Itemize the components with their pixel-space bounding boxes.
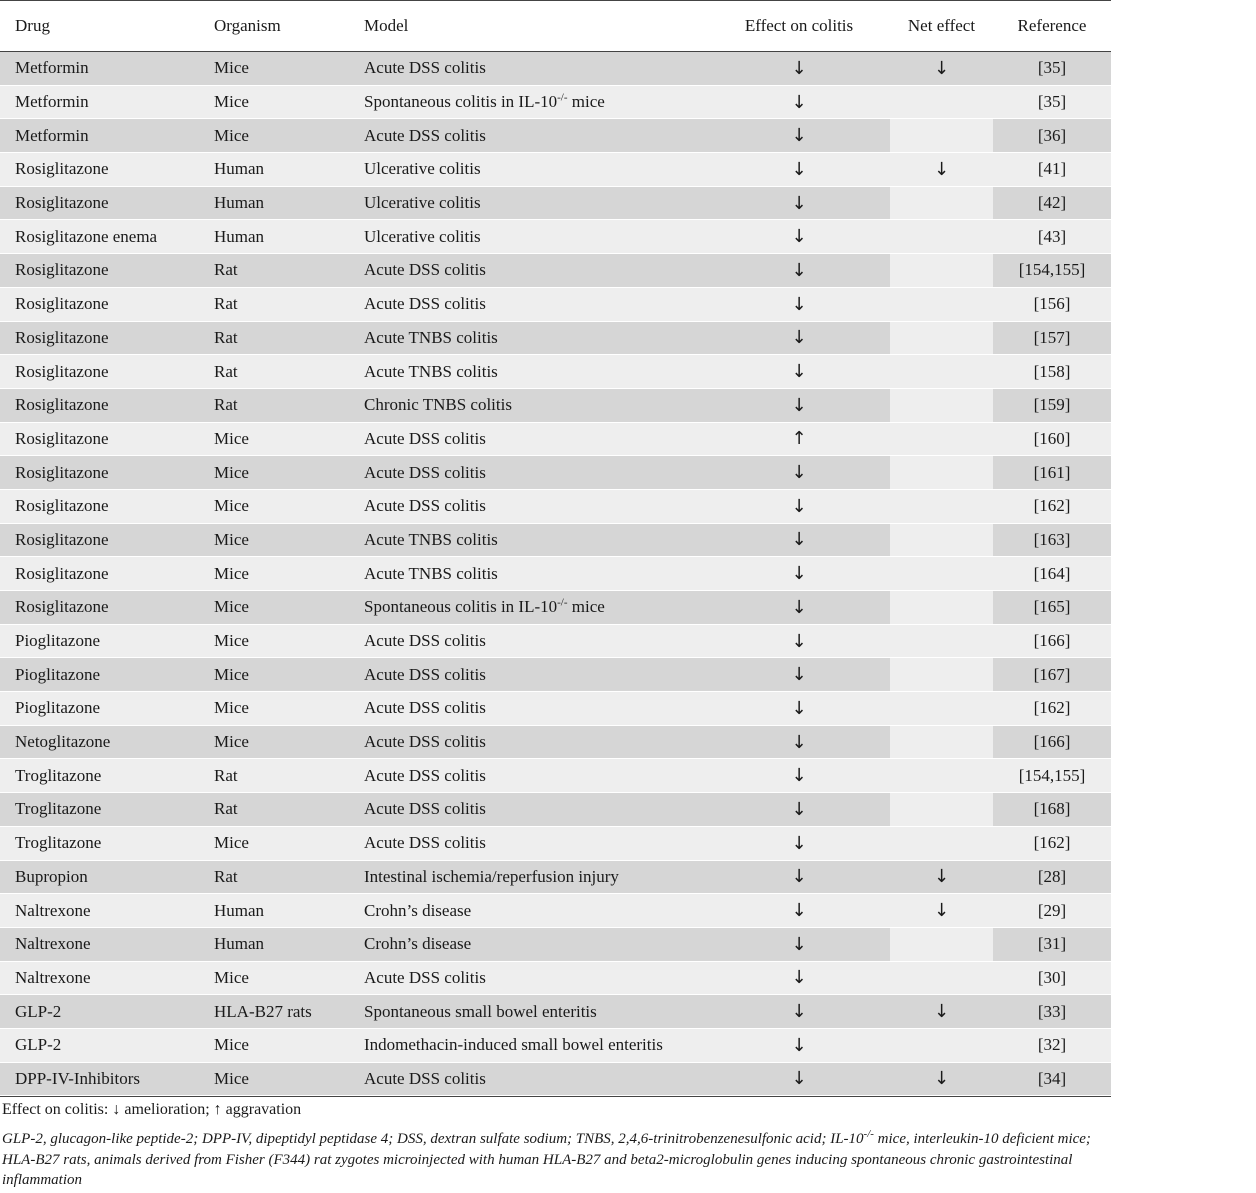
model-text: Acute DSS colitis — [364, 125, 486, 145]
cell-organism: Mice — [199, 52, 349, 86]
cell-organism: Rat — [199, 355, 349, 389]
table-row — [0, 186, 1111, 220]
model-text: Spontaneous colitis in IL-10 — [364, 597, 558, 617]
cell-drug: GLP-2 — [0, 995, 199, 1029]
table-row — [0, 254, 1111, 288]
table-row — [0, 153, 1111, 187]
cell-drug: Metformin — [0, 119, 199, 153]
cell-net-effect: ↓ — [890, 153, 993, 187]
cell-reference: [35] — [993, 52, 1111, 86]
cell-effect: ↓ — [708, 220, 890, 254]
model-text: Acute TNBS colitis — [364, 361, 498, 381]
cell-organism: Mice — [199, 725, 349, 759]
table-row — [0, 624, 1111, 658]
table-row — [0, 85, 1111, 119]
cell-model — [349, 1062, 708, 1096]
cell-model — [349, 624, 708, 658]
model-text: Acute DSS colitis — [364, 58, 486, 78]
cell-organism: Human — [199, 927, 349, 961]
footnote-superscript: -/- — [863, 1128, 874, 1141]
table-row — [0, 557, 1111, 591]
cell-drug: Naltrexone — [0, 961, 199, 995]
cell-net-effect: ↓ — [890, 1062, 993, 1096]
model-text: Acute DSS colitis — [364, 765, 486, 785]
cell-drug: Rosiglitazone — [0, 489, 199, 523]
cell-model — [349, 759, 708, 793]
cell-model — [349, 321, 708, 355]
cell-reference: [162] — [993, 692, 1111, 726]
cell-model — [349, 927, 708, 961]
cell-model — [349, 85, 708, 119]
table-row — [0, 725, 1111, 759]
cell-organism: Human — [199, 220, 349, 254]
cell-effect: ↓ — [708, 894, 890, 928]
cell-net-effect — [890, 591, 993, 625]
cell-drug: Rosiglitazone — [0, 523, 199, 557]
cell-reference: [34] — [993, 1062, 1111, 1096]
cell-reference: [154,155] — [993, 759, 1111, 793]
cell-model — [349, 826, 708, 860]
cell-reference: [29] — [993, 894, 1111, 928]
cell-drug: Pioglitazone — [0, 624, 199, 658]
model-text: Acute DSS colitis — [364, 631, 486, 651]
cell-drug: DPP-IV-Inhibitors — [0, 1062, 199, 1096]
cell-drug: Rosiglitazone — [0, 153, 199, 187]
cell-net-effect — [890, 759, 993, 793]
cell-model — [349, 725, 708, 759]
cell-model — [349, 52, 708, 86]
cell-effect: ↓ — [708, 254, 890, 288]
model-text: Acute TNBS colitis — [364, 327, 498, 347]
cell-organism: Mice — [199, 489, 349, 523]
cell-drug: Pioglitazone — [0, 658, 199, 692]
cell-effect: ↓ — [708, 692, 890, 726]
table-row — [0, 692, 1111, 726]
cell-reference: [168] — [993, 793, 1111, 827]
cell-reference: [158] — [993, 355, 1111, 389]
cell-organism: Mice — [199, 456, 349, 490]
cell-model — [349, 456, 708, 490]
cell-drug: Rosiglitazone — [0, 287, 199, 321]
model-text: Acute DSS colitis — [364, 1068, 486, 1088]
cell-drug: Troglitazone — [0, 793, 199, 827]
cell-drug: Rosiglitazone — [0, 186, 199, 220]
cell-effect: ↓ — [708, 456, 890, 490]
cell-effect: ↓ — [708, 995, 890, 1029]
cell-effect: ↓ — [708, 624, 890, 658]
cell-effect: ↓ — [708, 591, 890, 625]
cell-reference: [35] — [993, 85, 1111, 119]
cell-reference: [157] — [993, 321, 1111, 355]
cell-reference: [167] — [993, 658, 1111, 692]
table-header-row — [0, 1, 1111, 52]
cell-net-effect — [890, 927, 993, 961]
table-row — [0, 119, 1111, 153]
cell-organism: Rat — [199, 759, 349, 793]
cell-model — [349, 287, 708, 321]
footnote-text-2: mice, interleukin-10 deficient mice; HLA-B27 rats, animals derived from Fisher (F344) rat zygotes microinjected with human HLA-B27 and beta2-microglobulin genes inducing spontaneous chronic gastrointestinal inflammation — [2, 1131, 1091, 1189]
cell-reference: [33] — [993, 995, 1111, 1029]
cell-drug: Rosiglitazone — [0, 456, 199, 490]
footnote-text-1: GLP-2, glucagon-like peptide-2; DPP-IV, dipeptidyl peptidase 4; DSS, dextran sulfate sodium; TNBS, 2,4,6-trinitrobenzenesulfonic acid; IL-10 — [2, 1131, 864, 1148]
cell-reference: [36] — [993, 119, 1111, 153]
cell-organism: Human — [199, 153, 349, 187]
header-organism: Organism — [214, 16, 281, 35]
cell-organism: Rat — [199, 860, 349, 894]
cell-model — [349, 388, 708, 422]
cell-organism: Human — [199, 894, 349, 928]
cell-model — [349, 793, 708, 827]
header-reference: Reference — [1017, 16, 1087, 35]
cell-organism: Human — [199, 186, 349, 220]
cell-effect: ↓ — [708, 85, 890, 119]
cell-model — [349, 422, 708, 456]
model-text: Acute TNBS colitis — [364, 529, 498, 549]
table-row — [0, 489, 1111, 523]
cell-drug: GLP-2 — [0, 1028, 199, 1062]
cell-reference: [156] — [993, 287, 1111, 321]
cell-model — [349, 658, 708, 692]
table-row — [0, 1062, 1111, 1096]
effect-legend: Effect on colitis: ↓ amelioration; ↑ aggravation — [2, 1101, 302, 1119]
table-row — [0, 388, 1111, 422]
cell-organism: Mice — [199, 624, 349, 658]
cell-organism: Rat — [199, 388, 349, 422]
cell-net-effect: ↓ — [890, 995, 993, 1029]
cell-net-effect — [890, 422, 993, 456]
table-row — [0, 355, 1111, 389]
cell-reference: [160] — [993, 422, 1111, 456]
model-text: Ulcerative colitis — [364, 193, 481, 213]
cell-effect: ↓ — [708, 119, 890, 153]
cell-net-effect — [890, 186, 993, 220]
cell-model — [349, 355, 708, 389]
model-text: Acute DSS colitis — [364, 428, 486, 448]
cell-drug: Rosiglitazone — [0, 355, 199, 389]
table-row — [0, 927, 1111, 961]
cell-reference: [43] — [993, 220, 1111, 254]
cell-drug: Netoglitazone — [0, 725, 199, 759]
table-row — [0, 658, 1111, 692]
cell-net-effect — [890, 523, 993, 557]
cell-effect: ↓ — [708, 489, 890, 523]
cell-reference: [32] — [993, 1028, 1111, 1062]
cell-drug: Rosiglitazone enema — [0, 220, 199, 254]
cell-organism: Mice — [199, 692, 349, 726]
model-text: Acute DSS colitis — [364, 294, 486, 314]
cell-drug: Troglitazone — [0, 759, 199, 793]
table-row — [0, 995, 1111, 1029]
model-text: Crohn’s disease — [364, 934, 472, 954]
cell-model — [349, 186, 708, 220]
cell-net-effect — [890, 1028, 993, 1062]
cell-organism: Rat — [199, 254, 349, 288]
cell-reference: [154,155] — [993, 254, 1111, 288]
cell-organism: Mice — [199, 85, 349, 119]
cell-drug: Troglitazone — [0, 826, 199, 860]
cell-effect: ↓ — [708, 961, 890, 995]
model-text: Acute DSS colitis — [364, 664, 486, 684]
cell-reference: [41] — [993, 153, 1111, 187]
model-text: Acute TNBS colitis — [364, 563, 498, 583]
cell-net-effect — [890, 388, 993, 422]
cell-reference: [30] — [993, 961, 1111, 995]
header-net-effect: Net effect — [907, 16, 976, 35]
cell-effect: ↓ — [708, 153, 890, 187]
cell-net-effect — [890, 793, 993, 827]
table-row — [0, 961, 1111, 995]
cell-effect: ↓ — [708, 523, 890, 557]
cell-organism: Mice — [199, 1062, 349, 1096]
cell-net-effect: ↓ — [890, 860, 993, 894]
cell-organism: Rat — [199, 287, 349, 321]
cell-net-effect — [890, 961, 993, 995]
table-row — [0, 456, 1111, 490]
cell-drug: Rosiglitazone — [0, 254, 199, 288]
cell-net-effect — [890, 321, 993, 355]
cell-effect: ↓ — [708, 1028, 890, 1062]
cell-model — [349, 220, 708, 254]
cell-drug: Rosiglitazone — [0, 557, 199, 591]
cell-reference: [161] — [993, 456, 1111, 490]
model-text: Ulcerative colitis — [364, 159, 481, 179]
cell-net-effect — [890, 287, 993, 321]
cell-drug: Rosiglitazone — [0, 591, 199, 625]
table-row — [0, 860, 1111, 894]
cell-effect: ↓ — [708, 186, 890, 220]
table-row — [0, 793, 1111, 827]
cell-effect: ↓ — [708, 759, 890, 793]
cell-model — [349, 995, 708, 1029]
cell-effect: ↓ — [708, 321, 890, 355]
cell-organism: Mice — [199, 557, 349, 591]
cell-net-effect — [890, 624, 993, 658]
cell-drug: Rosiglitazone — [0, 422, 199, 456]
header-drug: Drug — [15, 16, 50, 35]
table-row — [0, 894, 1111, 928]
cell-effect: ↓ — [708, 658, 890, 692]
cell-organism: Rat — [199, 321, 349, 355]
cell-reference: [164] — [993, 557, 1111, 591]
cell-drug: Rosiglitazone — [0, 388, 199, 422]
cell-drug: Bupropion — [0, 860, 199, 894]
model-text: Acute DSS colitis — [364, 799, 486, 819]
cell-drug: Pioglitazone — [0, 692, 199, 726]
cell-effect: ↓ — [708, 1062, 890, 1096]
cell-net-effect — [890, 692, 993, 726]
cell-net-effect — [890, 355, 993, 389]
cell-reference: [162] — [993, 826, 1111, 860]
cell-model — [349, 153, 708, 187]
cell-effect: ↓ — [708, 557, 890, 591]
cell-net-effect — [890, 557, 993, 591]
cell-model — [349, 961, 708, 995]
cell-organism: Mice — [199, 1028, 349, 1062]
table-row — [0, 321, 1111, 355]
table-row — [0, 591, 1111, 625]
cell-organism: HLA-B27 rats — [199, 995, 349, 1029]
cell-effect: ↓ — [708, 860, 890, 894]
table-row — [0, 826, 1111, 860]
cell-effect: ↓ — [708, 793, 890, 827]
cell-organism: Mice — [199, 658, 349, 692]
cell-drug: Naltrexone — [0, 894, 199, 928]
model-text: Spontaneous small bowel enteritis — [364, 1001, 597, 1021]
cell-drug: Rosiglitazone — [0, 321, 199, 355]
cell-model — [349, 523, 708, 557]
cell-organism: Mice — [199, 119, 349, 153]
cell-reference: [159] — [993, 388, 1111, 422]
cell-model — [349, 591, 708, 625]
cell-effect: ↓ — [708, 927, 890, 961]
cell-effect: ↓ — [708, 826, 890, 860]
abbreviation-footnote — [0, 1120, 1112, 1191]
cell-reference: [166] — [993, 624, 1111, 658]
header-effect: Effect on colitis — [744, 16, 854, 35]
model-text: Acute DSS colitis — [364, 967, 486, 987]
table-row — [0, 759, 1111, 793]
cell-net-effect: ↓ — [890, 894, 993, 928]
cell-net-effect — [890, 489, 993, 523]
table-row — [0, 1028, 1111, 1062]
model-text: Acute DSS colitis — [364, 698, 486, 718]
cell-organism: Mice — [199, 961, 349, 995]
cell-net-effect — [890, 456, 993, 490]
cell-effect: ↓ — [708, 388, 890, 422]
cell-organism: Mice — [199, 523, 349, 557]
table-row — [0, 422, 1111, 456]
model-text-tail: mice — [567, 92, 605, 112]
cell-net-effect: ↓ — [890, 52, 993, 86]
cell-organism: Rat — [199, 793, 349, 827]
cell-reference: [166] — [993, 725, 1111, 759]
cell-model — [349, 894, 708, 928]
cell-effect: ↓ — [708, 725, 890, 759]
cell-reference: [31] — [993, 927, 1111, 961]
model-text: Intestinal ischemia/reperfusion injury — [364, 866, 619, 886]
cell-model — [349, 860, 708, 894]
cell-reference: [163] — [993, 523, 1111, 557]
table-row — [0, 523, 1111, 557]
model-text: Acute DSS colitis — [364, 732, 486, 752]
model-text: Acute DSS colitis — [364, 496, 486, 516]
cell-drug: Metformin — [0, 52, 199, 86]
cell-model — [349, 254, 708, 288]
cell-reference: [162] — [993, 489, 1111, 523]
cell-model — [349, 119, 708, 153]
cell-reference: [165] — [993, 591, 1111, 625]
model-text-tail: mice — [567, 597, 605, 617]
model-text: Chronic TNBS colitis — [364, 395, 512, 415]
cell-net-effect — [890, 826, 993, 860]
cell-model — [349, 557, 708, 591]
cell-organism: Mice — [199, 591, 349, 625]
cell-net-effect — [890, 119, 993, 153]
cell-organism: Mice — [199, 422, 349, 456]
cell-drug: Metformin — [0, 85, 199, 119]
cell-reference: [42] — [993, 186, 1111, 220]
model-text: Acute DSS colitis — [364, 462, 486, 482]
cell-drug: Naltrexone — [0, 927, 199, 961]
model-superscript: -/- — [557, 596, 568, 609]
cell-model — [349, 692, 708, 726]
cell-organism: Mice — [199, 826, 349, 860]
header-model: Model — [364, 16, 409, 35]
cell-model — [349, 1028, 708, 1062]
cell-effect: ↓ — [708, 52, 890, 86]
model-text: Crohn’s disease — [364, 900, 472, 920]
model-text: Indomethacin-induced small bowel enteritis — [364, 1035, 663, 1055]
table-row — [0, 220, 1111, 254]
model-text: Acute DSS colitis — [364, 833, 486, 853]
cell-reference: [28] — [993, 860, 1111, 894]
cell-net-effect — [890, 254, 993, 288]
cell-net-effect — [890, 658, 993, 692]
cell-effect: ↑ — [708, 422, 890, 456]
cell-net-effect — [890, 85, 993, 119]
model-text: Spontaneous colitis in IL-10 — [364, 92, 558, 112]
cell-net-effect — [890, 725, 993, 759]
cell-effect: ↓ — [708, 355, 890, 389]
cell-effect: ↓ — [708, 287, 890, 321]
model-text: Ulcerative colitis — [364, 226, 481, 246]
cell-model — [349, 489, 708, 523]
table-row — [0, 287, 1111, 321]
model-superscript: -/- — [557, 91, 568, 104]
cell-net-effect — [890, 220, 993, 254]
table-body — [0, 52, 1111, 1096]
table-row — [0, 52, 1111, 86]
model-text: Acute DSS colitis — [364, 260, 486, 280]
